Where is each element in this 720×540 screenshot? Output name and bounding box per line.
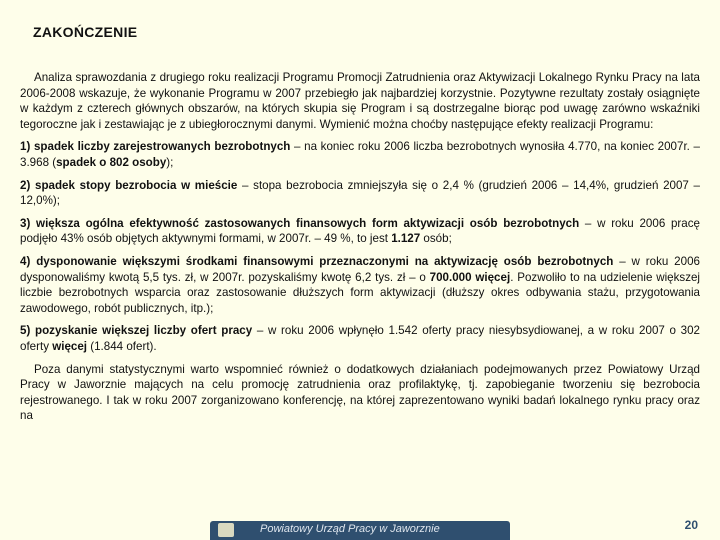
list-item-heading: dysponowanie większymi środkami finansowymi przeznaczonymi na aktywizację osób bezrobotnych bbox=[36, 254, 614, 268]
list-item-text: – stopa bezrobocia zmniejszyła się o 2,4 % (grudzień 2006 – 14,4%, grudzień 2007 – 12,0%); bbox=[20, 178, 700, 208]
list-item-tail: ); bbox=[166, 155, 174, 169]
page-number: 20 bbox=[684, 518, 698, 532]
content-body bbox=[20, 70, 700, 424]
logo-icon bbox=[218, 523, 234, 537]
list-item-heading: większa ogólna efektywność zastosowanych finansowych form aktywizacji osób bezrobotnych bbox=[36, 216, 580, 230]
list-item-number: 3) bbox=[20, 216, 31, 230]
footer-bar bbox=[210, 521, 510, 540]
list-item-highlight: spadek o 802 osoby bbox=[56, 155, 167, 169]
list-item bbox=[20, 216, 700, 247]
list-item-text: – w roku 2006 pracę podjęło 43% osób objętych aktywnymi formami, w 2007r. – 49 %, to jest bbox=[20, 216, 700, 246]
list-item bbox=[20, 323, 700, 354]
list-item-heading: spadek stopy bezrobocia w mieście bbox=[35, 178, 238, 192]
footer-text: Powiatowy Urząd Pracy w Jaworznie bbox=[260, 523, 440, 535]
list-item-text: – na koniec roku 2006 liczba bezrobotnych wynosiła 4.770, na koniec 2007r. – 3.968 ( bbox=[20, 140, 700, 169]
list-item-highlight: 1.127 bbox=[391, 232, 421, 246]
page-title: ZAKOŃCZENIE bbox=[33, 24, 138, 40]
closing-paragraph: Poza danymi statystycznymi warto wspomnieć również o dodatkowych działaniach podejmowanych przez Powiatowy Urząd Pracy w Jaworznie mających na celu promocję zatrudnienia oraz profilaktykę, tj. zapobieganie tworzeniu się bezrobocia rejestrowanego. I tak w roku 2007 zorganizowano konferencję, na której zaprezentowano wyniki badań lokalnego rynku pracy oraz na bbox=[20, 362, 700, 423]
list-item-number: 2) bbox=[20, 178, 31, 192]
list-item bbox=[20, 139, 700, 170]
list-item bbox=[20, 254, 700, 316]
list-item-text: – w roku 2006 wpłynęło 1.542 oferty pracy niesybsydiowanej, a w roku 2007 o 302 oferty bbox=[20, 324, 700, 353]
list-item-heading: spadek liczby zarejestrowanych bezrobotnych bbox=[33, 140, 291, 154]
list-item-tail: . Pozwoliło to na udzielenie większej liczbie bezrobotnych wsparcia oraz zastosowanie dłuższych form aktywizacji (dłuższy okres odbywania stażu, przygotowania zawodowego, robót publicznych, itp.); bbox=[20, 270, 701, 315]
list-item-highlight: 700.000 więcej bbox=[429, 270, 511, 284]
list-item-number: 4) bbox=[20, 254, 31, 268]
intro-paragraph: Analiza sprawozdania z drugiego roku realizacji Programu Promocji Zatrudnienia oraz Aktywizacji Lokalnego Rynku Pracy na lata 2006-2008 wskazuje, że wykonanie Programu w 2007 przebiegło jak najbardziej korzystnie. Pozytywne rezultaty zostały osiągnięte w każdym z czterech głównych obszarów, na których skupia się Program i są dostrzegalne biorąc pod uwagę zarówno wskaźniki tegoroczne jak i zestawiając je z ubiegłorocznymi danymi. Wymienić można choćby następujące efekty realizacji Programu: bbox=[20, 71, 700, 131]
list-item-heading: pozyskanie większej liczby ofert pracy bbox=[35, 324, 253, 338]
list-item-tail: osób; bbox=[420, 232, 452, 246]
list-item-tail: (1.844 ofert). bbox=[87, 339, 157, 353]
list-item bbox=[20, 178, 700, 209]
list-item-highlight: więcej bbox=[52, 339, 88, 353]
list-item-number: 1) bbox=[20, 140, 31, 154]
list-item-number: 5) bbox=[20, 324, 31, 338]
list-item-text: – w roku 2006 dysponowaliśmy kwotą 5,5 tys. zł, w 2007r. pozyskaliśmy kwotę 6,2 tys. zł – o bbox=[20, 254, 700, 284]
